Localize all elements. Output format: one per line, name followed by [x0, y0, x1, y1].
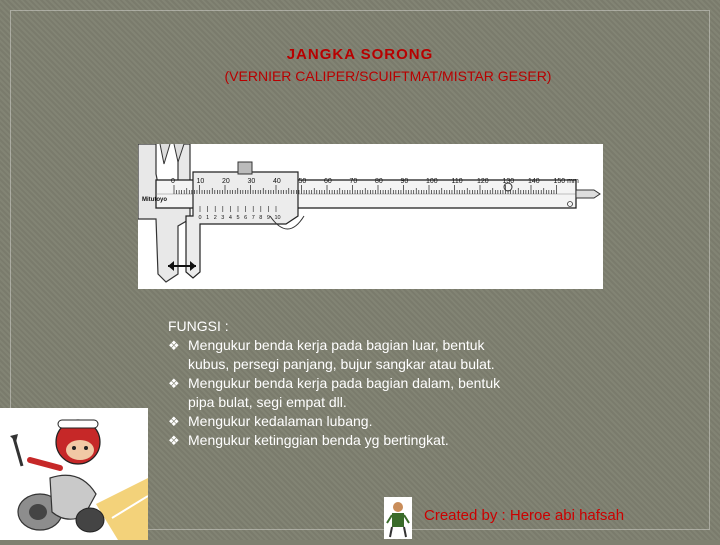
slide-subtitle: (VERNIER CALIPER/SCUIFTMAT/MISTAR GESER) — [224, 68, 552, 84]
main-scale-label: 80 — [375, 178, 383, 185]
vernier-scale-label: 6 — [244, 215, 248, 221]
main-scale-label: 60 — [324, 178, 332, 185]
list-item — [168, 374, 528, 412]
main-scale-label: 70 — [349, 178, 358, 185]
vernier-scale-label: 7 — [251, 215, 255, 221]
list-item-text: Mengukur ketinggian benda yg bertingkat. — [188, 432, 449, 448]
vernier-scale-label: 4 — [228, 215, 232, 221]
main-scale-label: 90 — [400, 178, 409, 185]
vernier-scale-label: 1 — [206, 215, 210, 221]
main-scale-label: 20 — [222, 178, 230, 185]
vernier-scale-label: 8 — [259, 215, 263, 221]
vernier-caliper-illustration — [138, 144, 603, 289]
cartoon-motorcycle-mascot — [0, 408, 148, 540]
vernier-scale-label: 3 — [221, 215, 225, 221]
main-scale-label: 10 — [196, 178, 205, 185]
vernier-caliper-photo — [138, 144, 603, 289]
main-scale-label: 40 — [273, 178, 281, 185]
content-list — [168, 317, 528, 450]
list-item — [168, 412, 528, 431]
vernier-scale-label: 0 — [198, 215, 202, 221]
main-scale-label: 30 — [247, 178, 256, 185]
main-scale-label: 140 — [528, 178, 540, 185]
main-scale-label: 150 mm — [553, 178, 579, 185]
list-item — [168, 431, 528, 450]
content-heading: FUNGSI : — [168, 318, 229, 334]
vernier-scale-label: 9 — [266, 215, 270, 221]
diamond-bullet-icon: ❖ — [168, 376, 180, 391]
list-item-text: Mengukur benda kerja pada bagian luar, bentuk kubus, persegi panjang, bujur sangkar atau bulat. — [188, 337, 495, 372]
vernier-scale-label: 2 — [213, 215, 217, 221]
diamond-bullet-icon: ❖ — [168, 338, 180, 353]
diamond-bullet-icon: ❖ — [168, 433, 180, 448]
main-scale-label: 50 — [298, 178, 307, 185]
list-item — [168, 336, 528, 374]
slide-title: JANGKA SORONG — [286, 46, 434, 63]
mascot-illustration — [0, 408, 148, 540]
list-item-text: Mengukur kedalaman lubang. — [188, 413, 373, 429]
brand-label: Mitutoyo — [142, 197, 167, 203]
main-scale-label: 0 — [171, 178, 175, 185]
main-scale-label: 110 — [451, 178, 463, 185]
list-item-text: Mengukur benda kerja pada bagian dalam, bentuk pipa bulat, segi empat dll. — [188, 375, 501, 410]
vernier-scale-label: 5 — [236, 215, 240, 221]
main-scale-label: 100 — [426, 178, 438, 185]
vernier-scale-label: 10 — [274, 215, 281, 221]
main-scale-label: 130 — [502, 178, 515, 185]
person-avatar-icon — [384, 497, 412, 539]
diamond-bullet-icon: ❖ — [168, 414, 180, 429]
credit-text: Created by : Heroe abi hafsah — [424, 507, 625, 524]
main-scale-label: 120 — [477, 178, 489, 185]
